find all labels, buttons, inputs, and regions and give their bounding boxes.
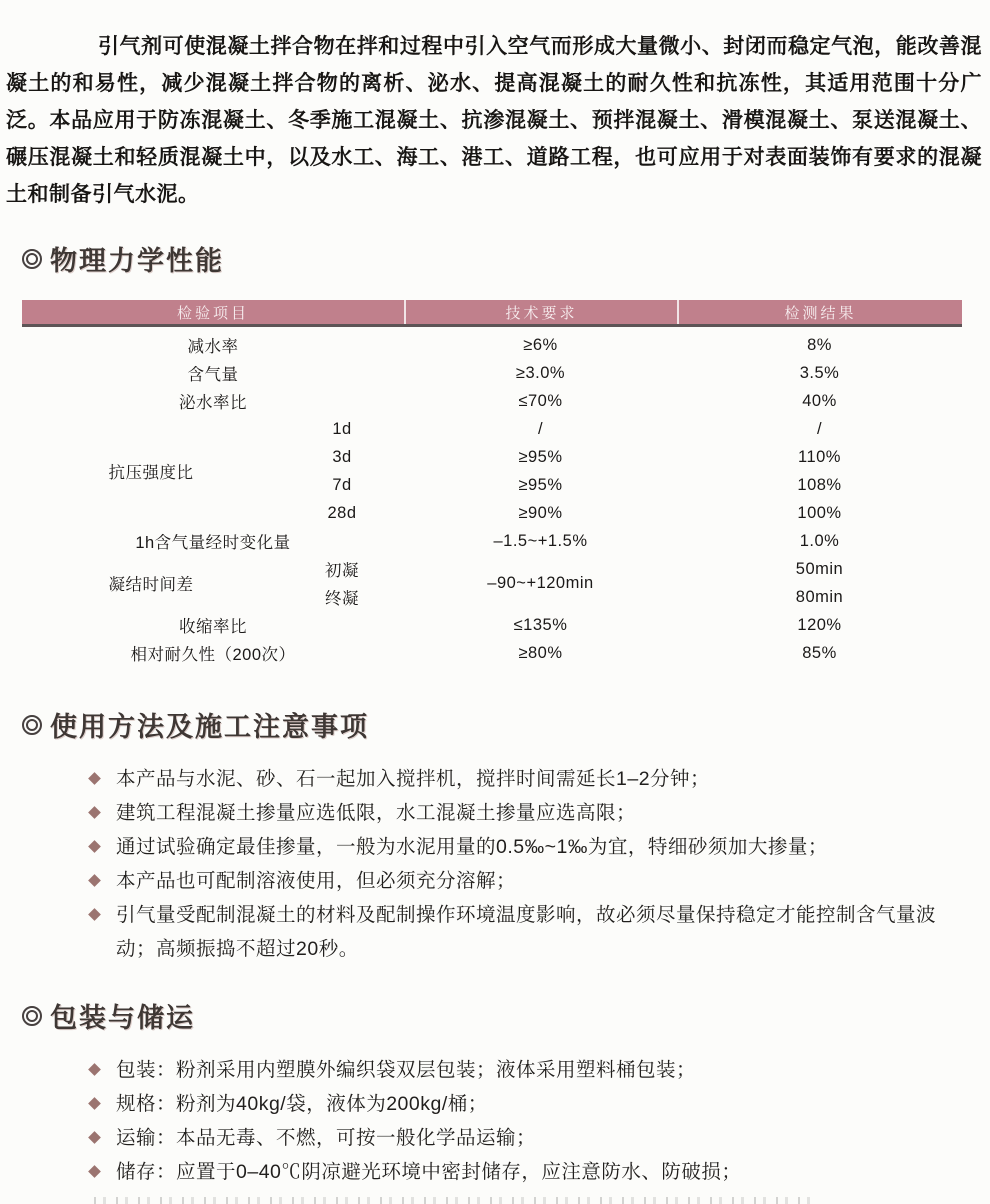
table-cell-requirement: ≥6% [523,335,558,354]
table-cell-result: 40% [802,391,837,410]
packaging-bullet-list [88,1053,948,1189]
table-cell-requirement: ≤70% [518,391,563,410]
table-cell-result: 108% [797,475,842,494]
double-circle-bullet-icon [22,1006,42,1026]
list-item: 建筑工程混凝土掺量应选低限，水工混凝土掺量应选高限； [88,796,948,830]
table-cell-requirement: ≥95% [518,447,563,466]
table-cell-item: 减水率 [187,338,239,356]
list-item: 运输：本品无毒、不燃，可按一般化学品运输； [88,1121,948,1155]
table-cell-result: 80min [795,587,844,606]
table-cell-sublabel: 28d [327,503,357,522]
table-cell-item: 相对耐久性（200次） [130,646,296,664]
table-cell-result: 120% [797,615,842,634]
list-item: 包装：粉剂采用内塑膜外编织袋双层包装；液体采用塑料桶包装； [88,1053,948,1087]
table-cell-result: 110% [798,447,841,466]
table-header-row [22,300,962,327]
double-circle-bullet-icon [22,715,42,735]
table-cell-item: 含气量 [187,366,239,384]
table-cell-sublabel: 终凝 [325,590,359,608]
table-cell-requirement: ≥3.0% [515,363,566,382]
table-cell-item: 泌水率比 [179,394,247,412]
list-item: 引气量受配制混凝土的材料及配制操作环境温度影响，故必须尽量保持稳定才能控制含气量波动；高频振捣不超过20秒。 [88,898,948,966]
table-cell-requirement: ≥80% [518,643,563,662]
table-cell-requirement: ≤135% [513,615,568,634]
section-heading-packaging [22,996,984,1035]
table-cell-sublabel: 初凝 [325,562,359,580]
table-cell-requirement: ≥95% [518,475,563,494]
section-title: 包装与储运 [50,1003,195,1033]
table-cell-item: 收缩率比 [179,618,247,636]
physical-properties-table [22,300,962,667]
section-title: 物理力学性能 [50,246,224,276]
column-header-item: 检验项目 [176,304,249,322]
table-cell-item: 1h含气量经时变化量 [135,534,291,552]
table-cell-result: 3.5% [799,363,840,382]
list-item: 储存：应置于0–40℃阴凉避光环境中密封储存，应注意防水、防破损； [88,1155,948,1189]
table-cell-requirement: / [537,419,544,438]
table-cell-result: / [816,419,823,438]
column-header-result: 检测结果 [677,300,962,324]
truncated-bottom-line [94,1197,814,1204]
section-heading-usage [22,705,984,744]
table-body [22,327,962,667]
section-title: 使用方法及施工注意事项 [50,712,369,742]
table-cell-sublabel: 1d [332,419,352,438]
column-header-requirement: 技术要求 [404,300,677,324]
table-cell-result: 8% [807,335,832,354]
double-circle-bullet-icon [22,249,42,269]
table-cell-sublabel: 7d [332,475,352,494]
list-item: 规格：粉剂为40kg/袋，液体为200kg/桶； [88,1087,948,1121]
table-cell-result: 85% [802,643,837,662]
intro-paragraph: 引气剂可使混凝土拌合物在拌和过程中引入空气而形成大量微小、封闭而稳定气泡，能改善混凝土的和易性，减少混凝土拌合物的离析、泌水、提高混凝土的耐久性和抗冻性，其适用范围十分广泛。本品应用于防冻混凝土、冬季施工混凝土、抗渗混凝土、预拌混凝土、滑模混凝土、泵送混凝土、碾压混凝土和轻质混凝土中，以及水工、海工、港工、道路工程，也可应用于对表面装饰有要求的混凝土和制备引气水泥。 [6,35,982,206]
table-cell-sublabel: 3d [332,447,352,466]
section-heading-physical-properties [22,239,984,278]
table-cell-result: 100% [797,503,842,522]
table-cell-group-label: 抗压强度比 [108,464,194,482]
table-cell-result: 1.0% [799,531,840,550]
usage-bullet-list [88,762,948,966]
list-item: 通过试验确定最佳掺量，一般为水泥用量的0.5‰~1‰为宜，特细砂须加大掺量； [88,830,948,864]
table-cell-requirement: –90~+120min [487,573,594,592]
list-item: 本产品也可配制溶液使用，但必须充分溶解； [88,864,948,898]
table-cell-requirement: ≥90% [518,503,563,522]
table-cell-group-label: 凝结时间差 [108,576,194,594]
list-item: 本产品与水泥、砂、石一起加入搅拌机，搅拌时间需延长1–2分钟； [88,762,948,796]
table-cell-result: 50min [795,559,844,578]
table-cell-requirement: –1.5~+1.5% [493,531,588,550]
